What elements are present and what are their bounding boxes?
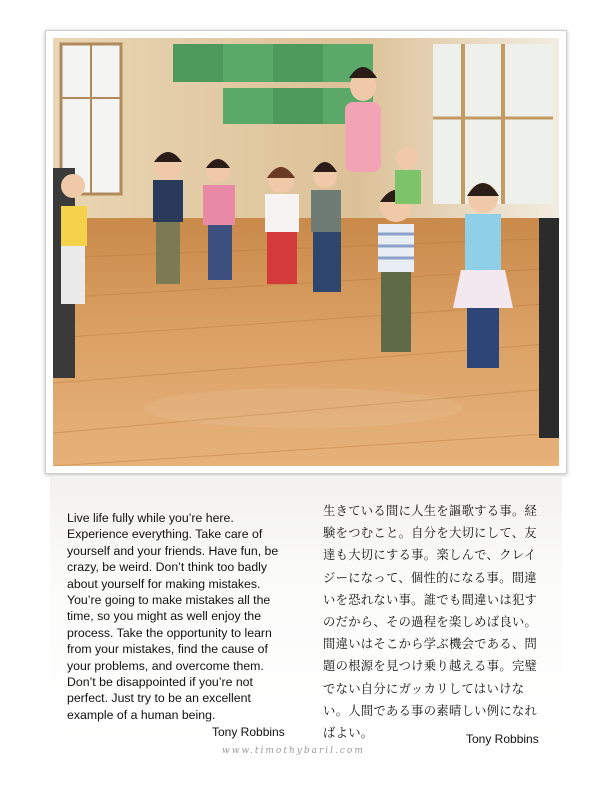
japanese-quote-line: ジーになって、個性的になる事。間違 [323, 570, 537, 585]
author-english: Tony Robbins [212, 725, 285, 739]
english-quote-line: crazy, be weird. Don’t think too badly [67, 560, 268, 575]
japanese-quote-line: 験をつむこと。自分を大切にして、友 [323, 526, 537, 541]
english-quote-line: about yourself for making mistakes. [67, 576, 261, 591]
english-quote-line: process. Take the opportunity to learn [67, 625, 272, 640]
english-quote-line: Live life fully while you’re here. [67, 511, 234, 525]
english-quote-line: perfect. Just try to be an excellent [67, 691, 251, 706]
english-quote-line: time, so you might as well enjoy the [67, 609, 262, 624]
japanese-quote-line: のだから、その過程を楽しめば良い。 [323, 615, 538, 630]
english-quote-line: yourself and your friends. Have fun, be [67, 543, 279, 558]
english-quote-line: Don’t be disappointed if you’re not [67, 675, 253, 690]
japanese-quote-line: 達も大切にする事。楽しんで、クレイ [323, 548, 537, 563]
english-quote-line: from your mistakes, find the cause of [67, 642, 268, 657]
website-watermark: www.timothybaril.com [222, 746, 365, 756]
japanese-quote-line: でない自分にガッカリしてはいけな [323, 681, 525, 696]
japanese-quote-line: ばよい。 [323, 726, 374, 741]
classroom-photo [53, 38, 559, 466]
japanese-quote-line: 題の根源を見つけ乗り越える事。完璧 [323, 659, 538, 674]
japanese-quote-line: 間違いはそこから学ぶ機会である、問 [323, 637, 538, 652]
japanese-quote-line: いを恐れない事。誰でも間違いは犯す [323, 592, 538, 607]
children-dancing-illustration [53, 38, 559, 466]
english-quote-line: example of a human being. [67, 707, 216, 722]
photo-frame [45, 30, 567, 474]
english-quote-line: You’re going to make mistakes all the [67, 593, 271, 608]
japanese-quote [323, 500, 553, 744]
english-quote [67, 510, 302, 723]
japanese-quote-line: い。人間である事の素晴しい例になれ [323, 703, 538, 718]
author-japanese: Tony Robbins [466, 732, 539, 746]
english-quote-line: Experience everything. Take care of [67, 527, 263, 542]
japanese-quote-line: 生きている間に人生を謳歌する事。経 [323, 504, 538, 518]
english-quote-line: your problems, and overcome them. [67, 658, 264, 673]
